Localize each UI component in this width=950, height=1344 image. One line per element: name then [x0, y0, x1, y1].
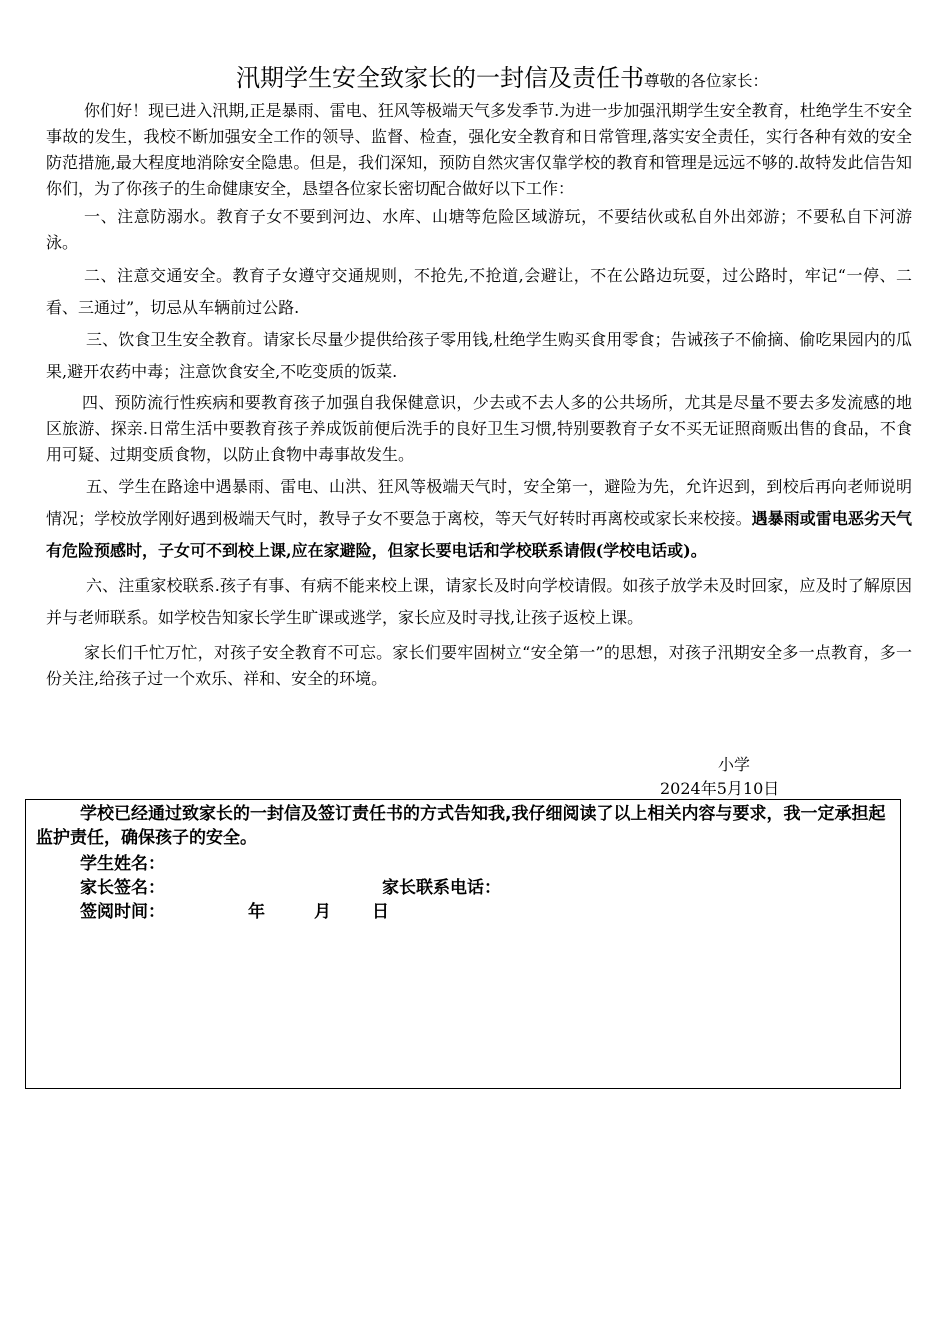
school-name: 小学	[718, 755, 751, 774]
letter-date: 2024年5月10日	[660, 779, 780, 798]
intro-paragraph: 你们好！现已进入汛期,正是暴雨、雷电、狂风等极端天气多发季节.为进一步加强汛期学生安全教育，杜绝学生不安全事故的发生，我校不断加强安全工作的领导、监督、检查，强化安全教育和日常管理,落实安全责任，实行各种有效的安全防范措施,最大程度地消除安全隐患。但是，我们深知，预防自然灾害仅靠学校的教育和管理是远远不够的.故特发此信告知你们，为了你孩子的生命健康安全，恳望各位家长密切配合做好以下工作：	[46, 101, 912, 198]
item-food: 三、饮食卫生安全教育。请家长尽量少提供给孩子零用钱,杜绝学生购买食用零食；告诫孩子不偷摘、偷吃果园内的瓜果,避开农药中毒；注意饮食安全,不吃变质的饭菜.	[46, 330, 912, 381]
form-statement: 学校已经通过致家长的一封信及签订责任书的方式告知我,我仔细阅读了以上相关内容与要求，我一定承担起监护责任，确保孩子的安全。	[36, 804, 886, 848]
read-time-label: 签阅时间：	[80, 902, 165, 922]
item-weather	[46, 471, 912, 567]
item-weather-bold: 遇暴雨或雷电恶劣天气有危险预感时，子女可不到校上课,应在家避险，但家长要电话和学校联系请假(学校电话或)。	[46, 509, 912, 560]
item-drowning: 一、注意防溺水。教育子女不要到河边、水库、山塘等危险区域游玩，不要结伙或私自外出郊游；不要私自下河游泳。	[46, 207, 912, 252]
item-contact: 六、注重家校联系.孩子有事、有病不能来校上课，请家长及时向学校请假。如孩子放学未及时回家，应及时了解原因并与老师联系。如学校告知家长学生旷课或逃学，家长应及时寻找,让孩子返校上课。	[46, 576, 912, 627]
title-line	[236, 58, 768, 93]
month-label: 月	[314, 902, 331, 922]
item-traffic: 二、注意交通安全。教育子女遵守交通规则，不抢先,不抢道,会避让，不在公路边玩耍，过公路时，牢记“一停、二看、三通过”，切忌从车辆前过公路.	[46, 266, 912, 317]
closing-paragraph: 家长们千忙万忙，对孩子安全教育不可忘。家长们要牢固树立“安全第一”的思想，对孩子汛期安全多一点教育，多一份关注,给孩子过一个欢乐、祥和、安全的环境。	[46, 643, 912, 688]
parent-sign-label: 家长签名：	[80, 878, 165, 898]
day-label: 日	[372, 902, 389, 922]
letter-body	[46, 98, 912, 692]
year-label: 年	[248, 902, 265, 922]
item-weather-text: 五、学生在路途中遇暴雨、雷电、山洪、狂风等极端天气时，安全第一，避险为先，允许迟到，到校后再向老师说明情况；学校放学刚好遇到极端天气时，教导子女不要急于离校，等天气好转时再离校或家长来校接。	[46, 477, 912, 528]
parent-phone-label: 家长联系电话：	[382, 878, 501, 898]
document-title: 汛期学生安全致家长的一封信及责任书	[236, 64, 644, 92]
responsibility-form	[25, 799, 901, 1089]
item-disease: 四、预防流行性疾病和要教育孩子加强自我保健意识，少去或不去人多的公共场所，尤其是尽量不要去多发流感的地区旅游、探亲.日常生活中要教育孩子养成饭前便后洗手的良好卫生习惯,特别要教育子女不买无证照商贩出售的食品，不食用可疑、过期变质食物，以防止食物中毒事故发生。	[46, 393, 912, 464]
student-name-label: 学生姓名：	[80, 854, 165, 874]
salutation: 尊敬的各位家长：	[644, 72, 769, 90]
